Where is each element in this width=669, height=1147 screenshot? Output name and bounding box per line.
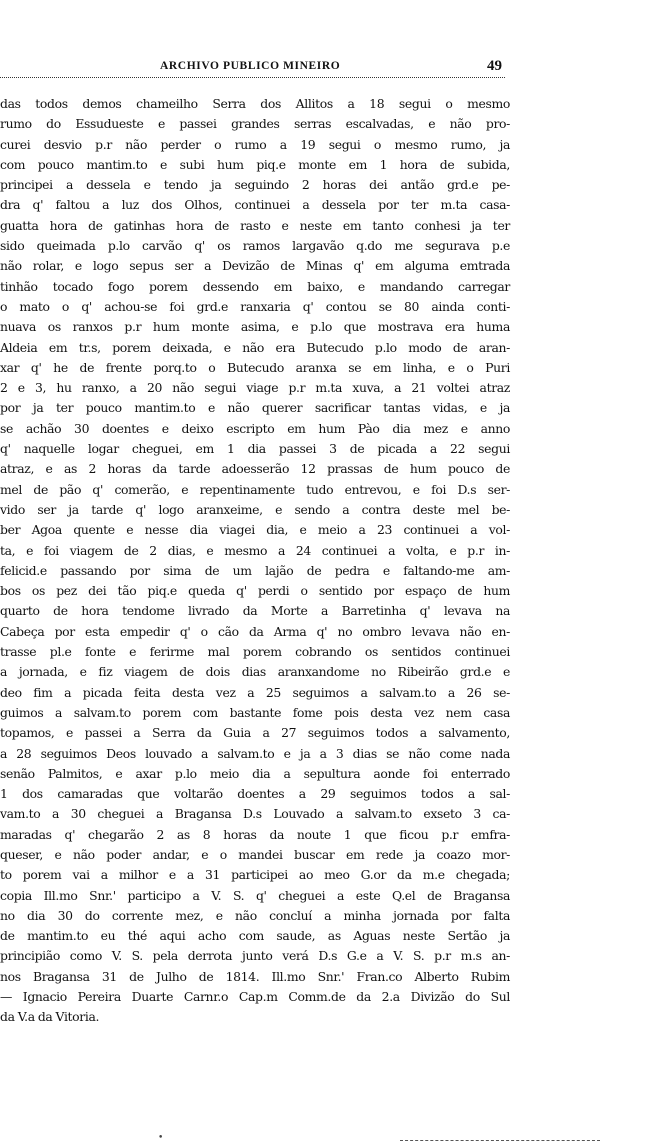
text-line: nos Bragansa 31 de Julho de 1814. Ill.mo Snr.' Fran.co Alberto Rubim [0,968,510,984]
text-line: Cabeça por esta empedir q' o cão da Arma q' no ombro levava não en- [0,623,510,639]
text-line: maradas q' chegarão 2 as 8 horas da noute 1 que ficou p.r emfra- [0,826,510,842]
text-line: ber Agoa quente e nesse dia viagei dia, e meio a 23 continuei a vol- [0,522,510,538]
text-line: de mantim.to eu thé aqui acho com saude, as Aguas neste Sertão ja [0,928,510,944]
text-line: sido queimada p.lo carvão q' os ramos largavão q.do me segurava p.e [0,238,510,254]
text-line: guatta hora de gatinhas hora de rasto e neste em tanto conhesi ja ter [0,217,510,233]
text-line: tinhão tocado fogo porem dessendo em baixo, e mandando carregar [0,278,510,294]
text-line: não rolar, e logo sepus ser a Devizão de Minas q' em alguma emtrada [0,258,510,274]
text-line: trasse pl.e fonte e ferirme mal porem cobrando os sentidos continuei [0,644,510,660]
text-line: q' naquelle logar cheguei, em 1 dia passei 3 de picada a 22 segui [0,441,510,457]
text-line: a 28 seguimos Deos louvado a salvam.to e ja a 3 dias se não come nada [0,745,510,761]
text-line: por ja ter pouco mantim.to e não querer sacrificar tantas vidas, e ja [0,400,510,416]
text-line: se achão 30 doentes e deixo escripto em hum Pào dia mez e anno [0,420,510,436]
text-line: curei desvio p.r não perder o rumo a 19 segui o mesmo rumo, ja [0,136,510,152]
page-header [0,58,669,78]
text-line: das todos demos chameilho Serra dos Allitos a 18 segui o mesmo [0,96,510,111]
text-line: 1 dos camaradas que voltarão doentes a 29 seguimos todos a sal- [0,786,510,802]
text-line: no dia 30 do corrente mez, e não concluí a minha jornada por falta [0,907,510,923]
text-line: rumo do Essudueste e passei grandes serras escalvadas, e não pro- [0,116,510,132]
text-line: dra q' faltou a luz dos Olhos, continuei a dessela por ter m.ta casa- [0,197,510,213]
text-line: bos os pez dei tão piq.e queda q' perdi o sentido por espaço de hum [0,583,510,599]
text-line: queser, e não poder andar, e o mandei buscar em rede ja coazo mor- [0,846,510,862]
footer-rule [400,1140,600,1141]
text-line: copia Ill.mo Snr.' participo a V. S. q' cheguei a este Q.el de Bragansa [0,887,510,903]
text-line: guimos a salvam.to porem com bastante fome pois desta vez nem casa [0,704,510,720]
text-line: — Ignacio Pereira Duarte Carnr.o Cap.m Comm.de da 2.a Divizão do Sul [0,989,510,1005]
text-line: felicid.e passando por sima de um lajão de pedra e faltando-me am- [0,562,510,578]
text-line: principei a dessela e tendo ja seguindo 2 horas dei antão grd.e pe- [0,177,510,193]
text-line: vam.to a 30 cheguei a Bragansa D.s Louvado a salvam.to exseto 3 ca- [0,806,510,822]
text-line: a jornada, e fiz viagem de dois dias aranxandome no Ribeirão grd.e e [0,664,510,680]
text-line: o mato o q' achou-se foi grd.e ranxaria q' contou se 80 ainda conti- [0,298,510,314]
text-line: atraz, e as 2 horas da tarde adoesserão 12 prassas de hum pouco de [0,461,510,477]
text-line: principião como V. S. pela derrota junto verá D.s G.e a V. S. p.r m.s an- [0,948,510,964]
text-line: 2 e 3, hu ranxo, a 20 não segui viage p.r m.ta xuva, a 21 voltei atraz [0,380,510,396]
text-line: to porem vai a milhor e a 31 participei ao meo G.or da m.e chegada; [0,867,510,883]
text-line: nuava os ranxos p.r hum monte asima, e p.lo que mostrava era huma [0,319,510,335]
text-line: xar q' he de frente porq.to o Butecudo aranxa se em linha, e o Puri [0,359,510,375]
text-line: Aldeia em tr.s, porem deixada, e não era Butecudo p.lo modo de aran- [0,339,510,355]
running-head: ARCHIVO PUBLICO MINEIRO [160,60,341,72]
text-line-last: da V.a da Vitoria. [0,1009,100,1025]
text-line: com pouco mantim.to e subi hum piq.e monte em 1 hora de subida, [0,156,510,172]
text-line: mel de pão q' comerão, e repentinamente tudo entrevou, e foi D.s ser- [0,481,510,497]
text-line: topamos, e passei a Serra da Guia a 27 seguimos todos a salvamento, [0,725,510,741]
text-line: vido ser ja tarde q' logo aranxeime, e sendo a contra deste mel be- [0,501,510,517]
footer-mark: • [158,1133,164,1143]
text-line: quarto de hora tendome livrado da Morte a Barretinha q' levava na [0,603,510,619]
body-text [0,94,510,1028]
text-line: senão Palmitos, e axar p.lo meio dia a sepultura aonde foi enterrado [0,765,510,781]
text-line: ta, e foi viagem de 2 dias, e mesmo a 24 continuei a volta, e p.r in- [0,542,510,558]
page-number: 49 [487,58,502,74]
text-line: deo fim a picada feita desta vez a 25 seguimos a salvam.to a 26 se- [0,684,510,700]
header-rule [0,77,505,78]
